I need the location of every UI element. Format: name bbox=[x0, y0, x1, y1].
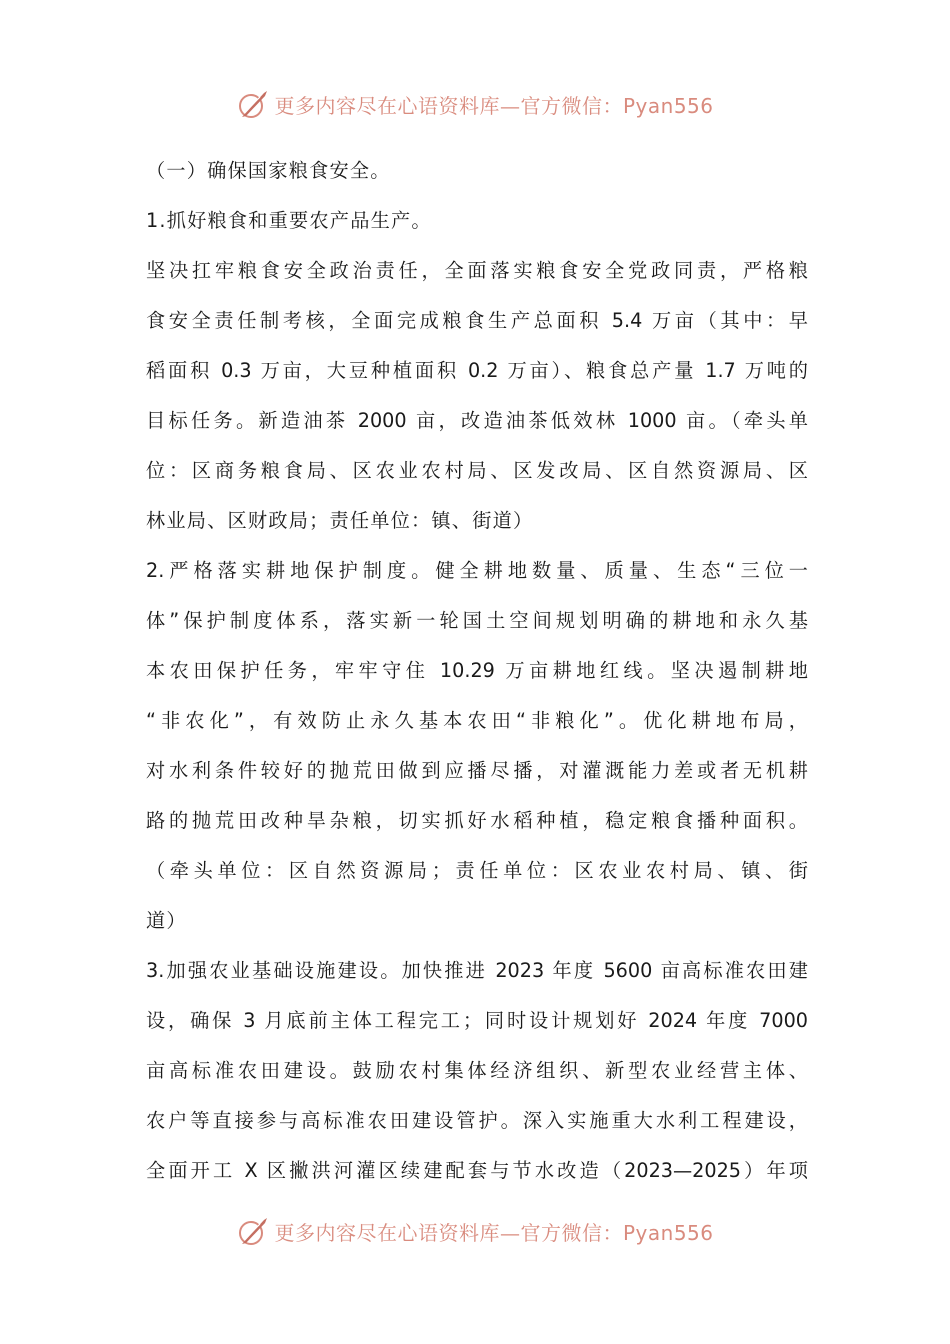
text-line: 3.加强农业基础设施建设。加快推进 2023 年度 5600 亩高标准农田建 bbox=[146, 959, 808, 982]
text-line: 食安全责任制考核，全面完成粮食生产总面积 5.4 万亩（其中：早 bbox=[146, 309, 808, 332]
text-line: 2.严格落实耕地保护制度。健全耕地数量、质量、生态“三位一 bbox=[146, 559, 808, 582]
text-line: 农户等直接参与高标准农田建设管护。深入实施重大水利工程建设， bbox=[146, 1109, 808, 1132]
text-line: 稻面积 0.3 万亩，大豆种植面积 0.2 万亩）、粮食总产量 1.7 万吨的 bbox=[146, 359, 808, 382]
text-line: 林业局、区财政局；责任单位：镇、街道） bbox=[146, 509, 534, 532]
watermark-contact-id: Pyan556 bbox=[622, 93, 714, 118]
text-line: （一）确保国家粮食安全。 bbox=[146, 159, 391, 182]
text-line: 本农田保护任务，牢牢守住 10.29 万亩耕地红线。坚决遏制耕地 bbox=[146, 659, 808, 682]
text-line: 位：区商务粮食局、区农业农村局、区发改局、区自然资源局、区 bbox=[146, 459, 808, 482]
text-line: 亩高标准农田建设。鼓励农村集体经济组织、新型农业经营主体、 bbox=[146, 1059, 808, 1082]
watermark-contact-label: 官方微信： bbox=[520, 1220, 623, 1245]
quill-pen-circle-icon bbox=[236, 87, 270, 121]
text-line: （牵头单位：区自然资源局；责任单位：区农业农村局、镇、街 bbox=[146, 859, 808, 882]
text-line: 体”保护制度体系，落实新一轮国土空间规划明确的耕地和永久基 bbox=[146, 609, 808, 632]
text-line: 对水利条件较好的抛荒田做到应播尽播，对灌溉能力差或者无机耕 bbox=[146, 759, 808, 782]
watermark-brand: 更多内容尽在心语资料库 bbox=[274, 93, 500, 118]
text-line: 1.抓好粮食和重要农产品生产。 bbox=[146, 209, 432, 232]
text-line: 路的抛荒田改种旱杂粮，切实抓好水稻种植，稳定粮食播种面积。 bbox=[146, 809, 808, 832]
watermark-brand: 更多内容尽在心语资料库 bbox=[274, 1220, 500, 1245]
text-line: 设，确保 3 月底前主体工程完工；同时设计规划好 2024 年度 7000 bbox=[146, 1009, 808, 1032]
watermark-header bbox=[0, 84, 950, 124]
watermark-footer bbox=[0, 1211, 950, 1251]
text-line: “非农化”，有效防止永久基本农田“非粮化”。优化耕地布局， bbox=[146, 709, 808, 732]
document-body bbox=[146, 146, 808, 1196]
text-line: 道） bbox=[146, 909, 187, 932]
text-line: 目标任务。新造油茶 2000 亩，改造油茶低效林 1000 亩。（牵头单 bbox=[146, 409, 808, 432]
quill-pen-circle-icon bbox=[236, 1214, 270, 1248]
watermark-text bbox=[274, 1217, 713, 1246]
text-line: 坚决扛牢粮食安全政治责任，全面落实粮食安全党政同责，严格粮 bbox=[146, 259, 808, 282]
watermark-contact-label: 官方微信： bbox=[520, 93, 623, 118]
watermark-text bbox=[274, 90, 713, 119]
watermark-separator: — bbox=[499, 93, 521, 118]
text-line: 全面开工 X 区撇洪河灌区续建配套与节水改造（2023—2025）年项 bbox=[146, 1159, 808, 1182]
watermark-separator: — bbox=[499, 1220, 521, 1245]
watermark-contact-id: Pyan556 bbox=[622, 1220, 714, 1245]
